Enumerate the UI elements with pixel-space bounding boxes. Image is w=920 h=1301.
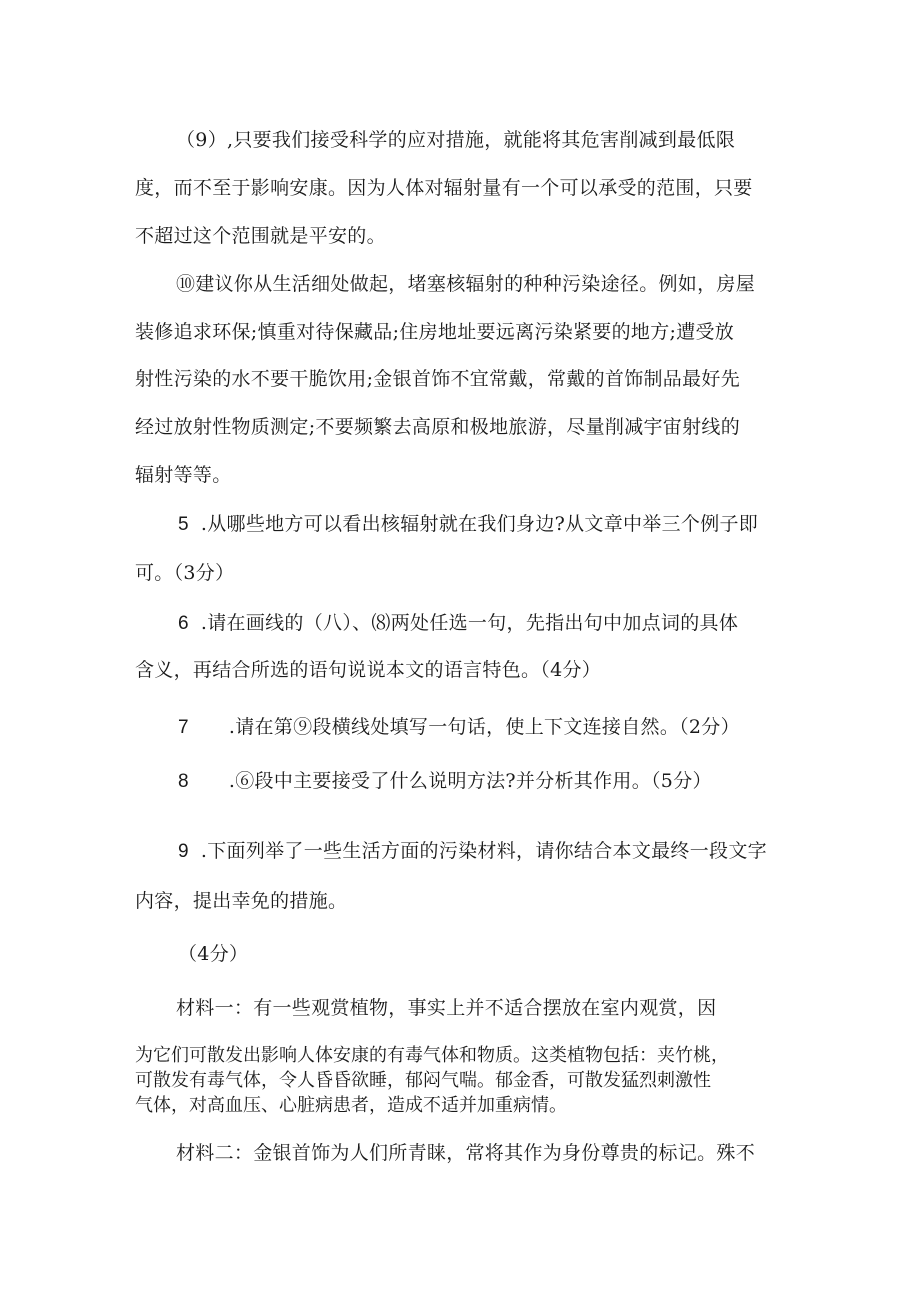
material-1-line-4: 气体，对高血压、心脏病患者，造成不适并加重病情。 [135, 1095, 567, 1116]
question-8-line [178, 769, 712, 794]
question-9-number: 9 [178, 841, 189, 862]
material-1-line-2: 为它们可散发出影响人体安康的有毒气体和物质。这类植物包括：夹竹桃， [135, 1045, 729, 1066]
question-6-line-1 [178, 611, 738, 636]
question-5-text: .从哪些地方可以看出核辐射就在我们身边?从文章中举三个例子即 [200, 513, 759, 535]
question-9-text: .下面列举了一些生活方面的污染材料，请你结合本文最终一段文字 [200, 840, 767, 862]
question-8-text: .⑥段中主要接受了什么说明方法?并分析其作用。（5分） [228, 770, 712, 792]
material-1-line-3: 可散发有毒气体，令人昏昏欲睡，郁闷气喘。郁金香，可散发猛烈刺激性 [135, 1070, 711, 1091]
question-5-line-2: 可。（3分） [135, 562, 235, 584]
paragraph-9-line-3: 不超过这个范围就是平安的。 [135, 225, 386, 247]
question-9-line-1 [178, 839, 767, 864]
paragraph-10-line-2: 装修追求环保;慎重对待保藏品;住房地址要远离污染紧要的地方;遭受放 [135, 321, 735, 343]
question-6-number: 6 [178, 613, 189, 634]
paragraph-9-line-2: 度，而不至于影响安康。因为人体对辐射量有一个可以承受的范围，只要 [135, 177, 753, 199]
question-5-number: 5 [178, 514, 189, 535]
paragraph-9-line-1: （9）,只要我们接受科学的应对措施，就能将其危害削减到最低限 [176, 129, 736, 151]
material-2-line-1: 材料二：金银首饰为人们所青睐，常将其作为身份尊贵的标记。殊不 [176, 1142, 756, 1164]
question-5-line-1 [178, 512, 758, 537]
paragraph-10-line-1: ⑩建议你从生活细处做起，堵塞核辐射的种种污染途径。例如，房屋 [176, 273, 756, 295]
paragraph-10-line-5: 辐射等等。 [135, 464, 232, 486]
question-6-text: .请在画线的（八）、⑻两处任选一句，先指出句中加点词的具体 [200, 612, 739, 634]
question-9-score: （4分） [178, 943, 249, 965]
question-7-number: 7 [178, 717, 189, 738]
question-7-text: .请在第⑨段横线处填写一句话，使上下文连接自然。（2分） [228, 716, 740, 738]
question-7-line [178, 715, 740, 740]
question-8-number: 8 [178, 771, 189, 792]
paragraph-10-line-4: 经过放射性物质测定;不要频繁去高原和极地旅游，尽量削减宇宙射线的 [135, 416, 741, 438]
paragraph-10-line-3: 射性污染的水不要干脆饮用;金银首饰不宜常戴，常戴的首饰制品最好先 [135, 368, 741, 390]
material-1-line-1: 材料一：有一些观赏植物，事实上并不适合摆放在室内观赏，因 [176, 997, 717, 1019]
question-6-line-2: 含义，再结合所选的语句说说本文的语言特色。（4分） [135, 659, 602, 681]
question-9-line-2: 内容，提出幸免的措施。 [135, 890, 348, 912]
